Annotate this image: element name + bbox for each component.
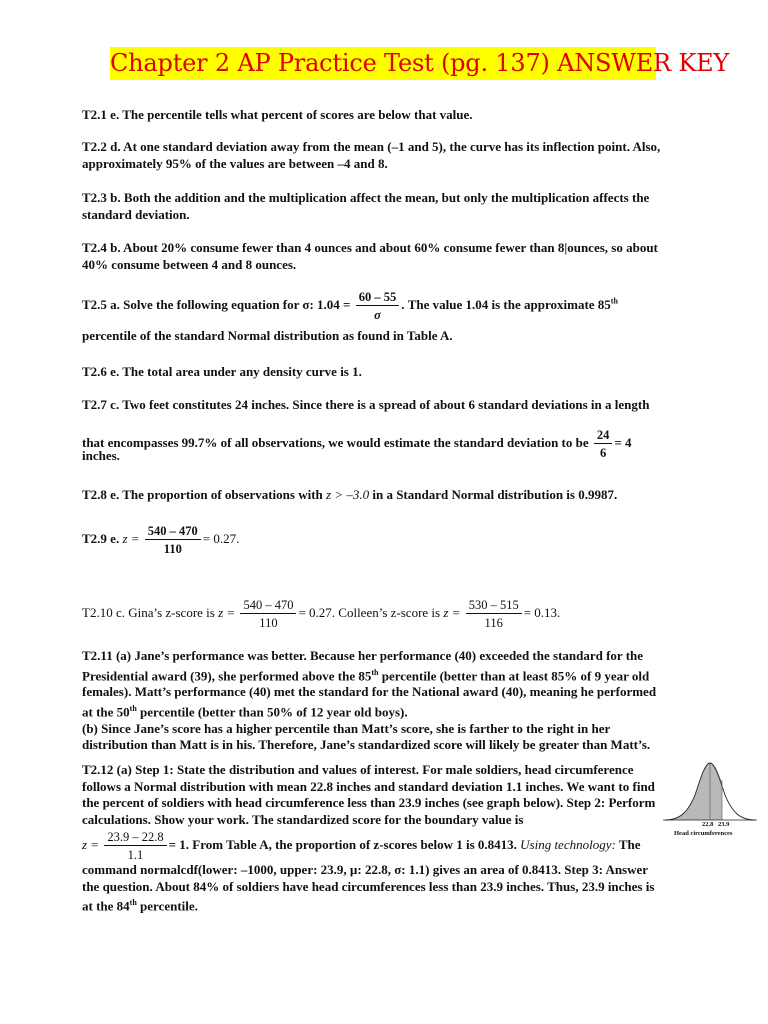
t2-10-fraction-colleen — [466, 598, 522, 630]
answer-t2-9 — [82, 524, 682, 556]
t2-7-line3: inches. — [82, 447, 120, 463]
z-symbol: z = — [443, 604, 461, 620]
answer-t2-6: T2.6 e. The total area under any density curve is 1. — [82, 364, 362, 379]
t2-12-fraction — [104, 830, 166, 862]
fraction-denominator: σ — [374, 308, 381, 322]
answer-t2-7 — [82, 397, 702, 464]
fraction-numerator: 24 — [594, 428, 613, 444]
t2-10-lead: T2.10 c. Gina’s z-score is — [82, 604, 215, 620]
answer-t2-10 — [82, 598, 722, 630]
t2-12-eq: = 1. From Table A, the proportion of z-scores below 1 is 0.8413. — [168, 836, 517, 852]
t2-10-fraction-gina — [240, 598, 296, 630]
t2-10-mid: = 0.27. Colleen’s z-score is — [298, 604, 441, 620]
answer-t2-8 — [82, 487, 682, 504]
answer-t2-3: T2.3 b. Both the addition and the multiplication affect the mean, but only the multiplication affects the standard deviation. — [82, 190, 650, 222]
fraction-numerator: 23.9 – 22.8 — [104, 830, 166, 846]
superscript: th — [129, 703, 137, 713]
t2-8-tail: in a Standard Normal distribution is 0.9987. — [372, 487, 618, 502]
t2-5-fraction — [356, 290, 400, 322]
tick-label-mean: 22.8 — [702, 821, 714, 828]
t2-12-tech: The — [618, 836, 641, 852]
fraction-numerator: 60 – 55 — [356, 290, 400, 306]
t2-11-a-text3: percentile (better than 50% of 12 year old boys). — [136, 704, 408, 720]
t2-8-lead: T2.8 e. The proportion of observations with — [82, 487, 323, 502]
fraction-numerator: 530 – 515 — [466, 598, 522, 614]
t2-11-a-text1: T2.11 (a) Jane’s performance was better. Because her performance (40) exceeded the standard for the Presidential award (39), she performed above the 85 — [82, 648, 644, 683]
t2-10-tail: = 0.13. — [523, 604, 561, 620]
page-title: Chapter 2 AP Practice Test (pg. 137) ANSWER KEY — [110, 47, 656, 80]
superscript: th — [371, 667, 379, 677]
t2-5-line2: percentile of the standard Normal distribution as found in Table A. — [82, 328, 453, 343]
t2-7-line2: that encompasses 99.7% of all observations, we would estimate the standard deviation to be — [82, 434, 589, 450]
answer-t2-12 — [82, 762, 657, 915]
normal-curve-graph — [660, 760, 760, 848]
graph-caption: Head circumferences — [674, 830, 733, 837]
fraction-denominator: 116 — [484, 616, 503, 630]
z-symbol: z = — [82, 836, 100, 852]
t2-12-technology-label: Using technology: — [520, 836, 616, 852]
t2-7-line1: T2.7 c. Two feet constitutes 24 inches. Since there is a spread of about 6 standard deviations in a length — [82, 397, 650, 412]
t2-9-tail: = 0.27. — [202, 530, 240, 546]
t2-7-fraction — [594, 428, 613, 460]
t2-11-part-b: (b) Since Jane’s score has a higher percentile than Matt’s score, she is farther to the right in her distribution than Matt is in his. Therefore, Jane’s standardized score will likely be greater than Matt’s. — [82, 720, 651, 753]
answer-t2-4: T2.4 b. About 20% consume fewer than 4 ounces and about 60% consume fewer than 8|ounces, so about 40% consume between 4 and 8 ounces. — [82, 240, 658, 272]
t2-11-part-a — [82, 648, 662, 721]
answer-t2-5 — [82, 290, 702, 345]
tick-label-boundary: 23.9 — [718, 821, 730, 828]
fraction-numerator: 540 – 470 — [145, 524, 201, 540]
shaded-area — [665, 763, 722, 820]
fraction-denominator: 1.1 — [127, 848, 144, 862]
t2-9-lead: T2.9 e. — [82, 530, 120, 546]
t2-12-para2: command normalcdf(lower: –1000, upper: 23.9, µ: 22.8, σ: 1.1) gives an area of 0.8413. Step 3: Answer the question. About 84% of soldiers have head circumferences less than 23.9 inches. Thus, 23.9 inches is at the 84 — [82, 862, 655, 914]
answer-t2-11 — [82, 648, 662, 754]
z-symbol: z = — [218, 604, 236, 620]
t2-8-expression: z > –3.0 — [326, 487, 370, 502]
t2-11-a-text2: percentile (better than at least 85% of 9 year old females). Matt’s performance (40) met the standard for the National award (40), meaning he performed at the 50 — [82, 667, 657, 720]
superscript: th — [610, 296, 618, 306]
fraction-denominator: 6 — [600, 445, 607, 460]
t2-9-fraction — [145, 524, 201, 556]
t2-5-lead: T2.5 a. Solve the following equation for σ: 1.04 = — [82, 296, 351, 312]
fraction-numerator: 540 – 470 — [240, 598, 296, 614]
z-symbol: z = — [122, 530, 140, 546]
normal-curve-svg — [660, 760, 760, 830]
answer-t2-1: T2.1 e. The percentile tells what percent of scores are below that value. — [82, 107, 473, 122]
t2-7-tail: = 4 — [614, 434, 632, 450]
fraction-denominator: 110 — [259, 616, 278, 630]
fraction-denominator: 110 — [163, 542, 182, 556]
superscript: th — [129, 898, 137, 907]
answer-t2-2: T2.2 d. At one standard deviation away from the mean (–1 and 5), the curve has its inflection point. Also, approximately 95% of the values are between –4 and 8. — [82, 139, 661, 171]
t2-5-tail: . The value 1.04 is the approximate 85 — [401, 296, 611, 312]
t2-12-para1: T2.12 (a) Step 1: State the distribution and values of interest. For male soldiers, head circumference follows a Normal distribution with mean 22.8 inches and standard deviation 1.1 inches. We want to find the percent of soldiers with head circumference less than 23.9 inches (see graph below). Step 2: Perform calculations. Show your work. The standardized score for the boundary value is — [82, 762, 656, 827]
t2-12-para3: percentile. — [136, 898, 198, 914]
